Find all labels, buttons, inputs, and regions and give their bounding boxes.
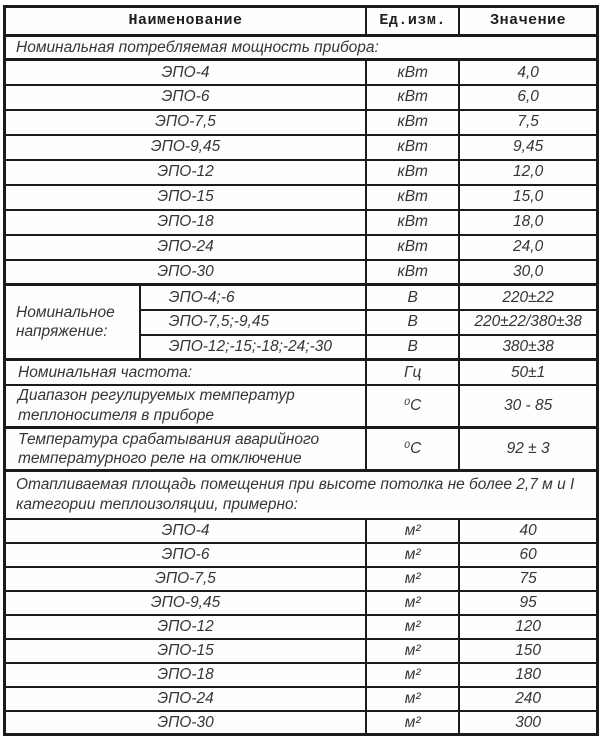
table-row xyxy=(5,110,598,135)
spec-table xyxy=(3,5,599,736)
group-label-cell: Номинальное напряжение: xyxy=(5,285,140,360)
table-row xyxy=(5,235,598,260)
row-value-cell: 300 xyxy=(459,711,597,735)
row-unit-cell: м² xyxy=(366,663,459,687)
row-unit-cell: кВт xyxy=(366,235,459,260)
table-row xyxy=(5,639,598,663)
row-value-cell: 4,0 xyxy=(459,60,597,85)
row-unit-cell: м² xyxy=(366,711,459,735)
column-header-unit: Ед.изм. xyxy=(366,7,459,36)
row-unit-cell: м² xyxy=(366,543,459,567)
section-row xyxy=(5,471,598,519)
table-row xyxy=(5,543,598,567)
table-row xyxy=(5,285,598,310)
row-unit-cell: Гц xyxy=(366,360,459,385)
table-header-row xyxy=(5,7,598,36)
row-name-cell: ЭПО-7,5 xyxy=(5,567,367,591)
row-value-cell: 7,5 xyxy=(459,110,597,135)
row-unit-cell: В xyxy=(366,285,459,310)
row-unit-cell: м² xyxy=(366,567,459,591)
row-value-cell: 380±38 xyxy=(459,335,597,360)
column-header-value: Значение xyxy=(459,7,597,36)
row-value-cell: 30 - 85 xyxy=(459,385,597,428)
table-body xyxy=(5,36,598,735)
table-row xyxy=(5,519,598,543)
row-value-cell: 50±1 xyxy=(459,360,597,385)
row-name-cell: ЭПО-6 xyxy=(5,543,367,567)
row-unit-cell: кВт xyxy=(366,110,459,135)
row-name-cell: ЭПО-4;-6 xyxy=(140,285,366,310)
column-header-name: Наименование xyxy=(5,7,367,36)
table-row xyxy=(5,615,598,639)
section-label: Номинальная потребляемая мощность прибора: xyxy=(5,36,598,60)
table-row xyxy=(5,210,598,235)
row-unit-cell: кВт xyxy=(366,210,459,235)
row-unit-cell: кВт xyxy=(366,185,459,210)
row-unit-cell: В xyxy=(366,310,459,335)
table-row xyxy=(5,711,598,735)
row-value-cell: 9,45 xyxy=(459,135,597,160)
table-row xyxy=(5,60,598,85)
table-row xyxy=(5,591,598,615)
table-row xyxy=(5,428,598,471)
table-row xyxy=(5,360,598,385)
table-row xyxy=(5,85,598,110)
row-name-cell: ЭПО-12 xyxy=(5,615,367,639)
row-value-cell: 40 xyxy=(459,519,597,543)
row-unit-cell: м² xyxy=(366,615,459,639)
row-unit-cell: кВт xyxy=(366,60,459,85)
table-row xyxy=(5,567,598,591)
row-name-cell: ЭПО-24 xyxy=(5,687,367,711)
row-value-cell: 220±22 xyxy=(459,285,597,310)
row-name-cell: ЭПО-24 xyxy=(5,235,367,260)
row-name-cell: ЭПО-6 xyxy=(5,85,367,110)
row-value-cell: 24,0 xyxy=(459,235,597,260)
row-name-cell: ЭПО-4 xyxy=(5,519,367,543)
row-value-cell: 12,0 xyxy=(459,160,597,185)
row-name-cell: ЭПО-18 xyxy=(5,210,367,235)
row-name-cell: Температура срабатывания аварийного температурного реле на отключение xyxy=(5,428,367,471)
row-name-cell: ЭПО-18 xyxy=(5,663,367,687)
row-value-cell: 92 ± 3 xyxy=(459,428,597,471)
row-value-cell: 30,0 xyxy=(459,260,597,285)
row-unit-cell: м² xyxy=(366,639,459,663)
table-row xyxy=(5,185,598,210)
row-unit-cell: ⁰С xyxy=(366,428,459,471)
table-row xyxy=(5,663,598,687)
row-value-cell: 15,0 xyxy=(459,185,597,210)
row-name-cell: ЭПО-30 xyxy=(5,260,367,285)
row-unit-cell: кВт xyxy=(366,85,459,110)
row-value-cell: 60 xyxy=(459,543,597,567)
section-label: Отапливаемая площадь помещения при высоте потолка не более 2,7 м и I категории теплоизоляции, примерно: xyxy=(5,471,598,519)
table-row xyxy=(5,260,598,285)
section-row xyxy=(5,36,598,60)
row-name-cell: Номинальная частота: xyxy=(5,360,367,385)
row-value-cell: 120 xyxy=(459,615,597,639)
row-value-cell: 95 xyxy=(459,591,597,615)
row-name-cell: ЭПО-15 xyxy=(5,639,367,663)
table-row xyxy=(5,160,598,185)
row-name-cell: Диапазон регулируемых температур теплоносителя в приборе xyxy=(5,385,367,428)
row-value-cell: 75 xyxy=(459,567,597,591)
table-row xyxy=(5,385,598,428)
row-name-cell: ЭПО-4 xyxy=(5,60,367,85)
row-name-cell: ЭПО-12 xyxy=(5,160,367,185)
row-value-cell: 6,0 xyxy=(459,85,597,110)
row-name-cell: ЭПО-9,45 xyxy=(5,591,367,615)
row-unit-cell: кВт xyxy=(366,160,459,185)
row-value-cell: 240 xyxy=(459,687,597,711)
row-unit-cell: м² xyxy=(366,687,459,711)
row-unit-cell: м² xyxy=(366,591,459,615)
row-value-cell: 180 xyxy=(459,663,597,687)
row-name-cell: ЭПО-30 xyxy=(5,711,367,735)
row-name-cell: ЭПО-12;-15;-18;-24;-30 xyxy=(140,335,366,360)
table-row xyxy=(5,687,598,711)
row-name-cell: ЭПО-9,45 xyxy=(5,135,367,160)
row-name-cell: ЭПО-15 xyxy=(5,185,367,210)
row-name-cell: ЭПО-7,5;-9,45 xyxy=(140,310,366,335)
row-value-cell: 150 xyxy=(459,639,597,663)
row-name-cell: ЭПО-7,5 xyxy=(5,110,367,135)
row-value-cell: 18,0 xyxy=(459,210,597,235)
table-row xyxy=(5,135,598,160)
row-unit-cell: кВт xyxy=(366,260,459,285)
row-value-cell: 220±22/380±38 xyxy=(459,310,597,335)
row-unit-cell: м² xyxy=(366,519,459,543)
row-unit-cell: ⁰С xyxy=(366,385,459,428)
row-unit-cell: В xyxy=(366,335,459,360)
row-unit-cell: кВт xyxy=(366,135,459,160)
